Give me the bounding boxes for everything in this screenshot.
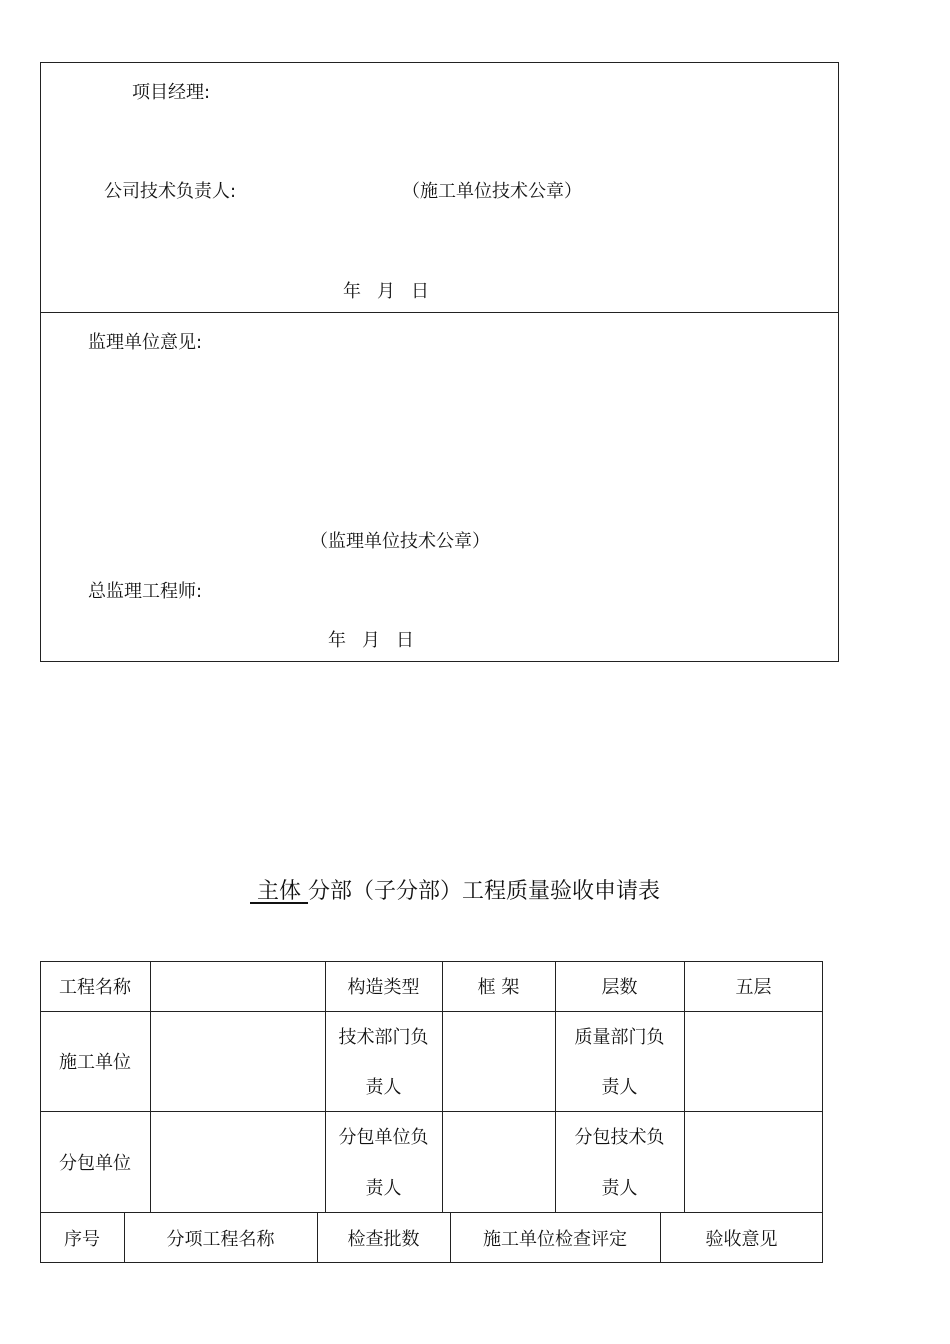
floors-value[interactable]: 五层	[735, 977, 772, 998]
subcontract-lead-label-line2: 责人	[365, 1177, 402, 1199]
date-year: 年	[328, 630, 346, 651]
structure-type-value[interactable]: 框 架	[477, 977, 520, 998]
subcontract-tech-value[interactable]	[684, 1111, 823, 1212]
construction-unit-label: 施工单位	[59, 1052, 131, 1073]
header-seq: 序号	[64, 1228, 100, 1250]
quality-dept-lead-label	[555, 1011, 684, 1111]
chief-engineer-label: 总监理工程师:	[88, 581, 203, 602]
date-day: 日	[396, 630, 414, 651]
company-tech-lead-label: 公司技术负责人:	[104, 181, 237, 202]
subcontract-tech-label	[555, 1111, 684, 1212]
subcontract-tech-label-line1: 分包技术负	[574, 1127, 665, 1149]
title-underlined-prefix: 主体	[257, 879, 302, 904]
tech-dept-label-line1: 技术部门负	[338, 1027, 429, 1048]
project-manager-label: 项目经理:	[132, 82, 211, 103]
header-construction-eval: 施工单位检查评定	[483, 1228, 627, 1250]
date-line-1	[343, 277, 429, 303]
title-text: 分部（子分部）工程质量验收申请表	[308, 879, 661, 904]
tech-dept-lead-value[interactable]	[442, 1011, 555, 1111]
structure-type-label: 构造类型	[347, 977, 420, 998]
date-month: 月	[377, 281, 395, 302]
subcontract-lead-label-line1: 分包单位负	[338, 1127, 429, 1149]
header-acceptance-opinion: 验收意见	[705, 1228, 778, 1250]
date-month: 月	[362, 630, 380, 651]
header-item-name: 分项工程名称	[166, 1228, 275, 1250]
date-year: 年	[343, 281, 361, 302]
document-title	[250, 874, 660, 905]
tech-dept-label-line2: 责人	[365, 1077, 402, 1098]
floors-label: 层数	[601, 977, 638, 998]
quality-dept-label-line1: 质量部门负	[574, 1027, 665, 1048]
supervision-seal-text: （监理单位技术公章）	[310, 531, 490, 552]
supervision-opinion-label: 监理单位意见:	[88, 332, 203, 353]
tech-dept-lead-label	[325, 1011, 442, 1111]
date-line-2	[328, 626, 414, 652]
date-day: 日	[411, 281, 429, 302]
subcontract-unit-value[interactable]	[150, 1111, 325, 1212]
top-form-divider	[40, 312, 839, 313]
quality-dept-lead-value[interactable]	[684, 1011, 823, 1111]
subcontract-unit-label: 分包单位	[59, 1152, 131, 1174]
subcontract-tech-label-line2: 责人	[601, 1177, 638, 1199]
subcontract-lead-label	[325, 1111, 442, 1212]
construction-seal-text: （施工单位技术公章）	[402, 181, 582, 202]
subcontract-lead-value[interactable]	[442, 1111, 555, 1212]
construction-unit-value[interactable]	[150, 1011, 325, 1111]
header-batch-count: 检查批数	[347, 1228, 420, 1250]
project-name-value[interactable]	[150, 961, 325, 1011]
project-name-label: 工程名称	[59, 977, 131, 998]
quality-dept-label-line2: 责人	[601, 1077, 638, 1098]
top-form-box	[40, 62, 839, 662]
